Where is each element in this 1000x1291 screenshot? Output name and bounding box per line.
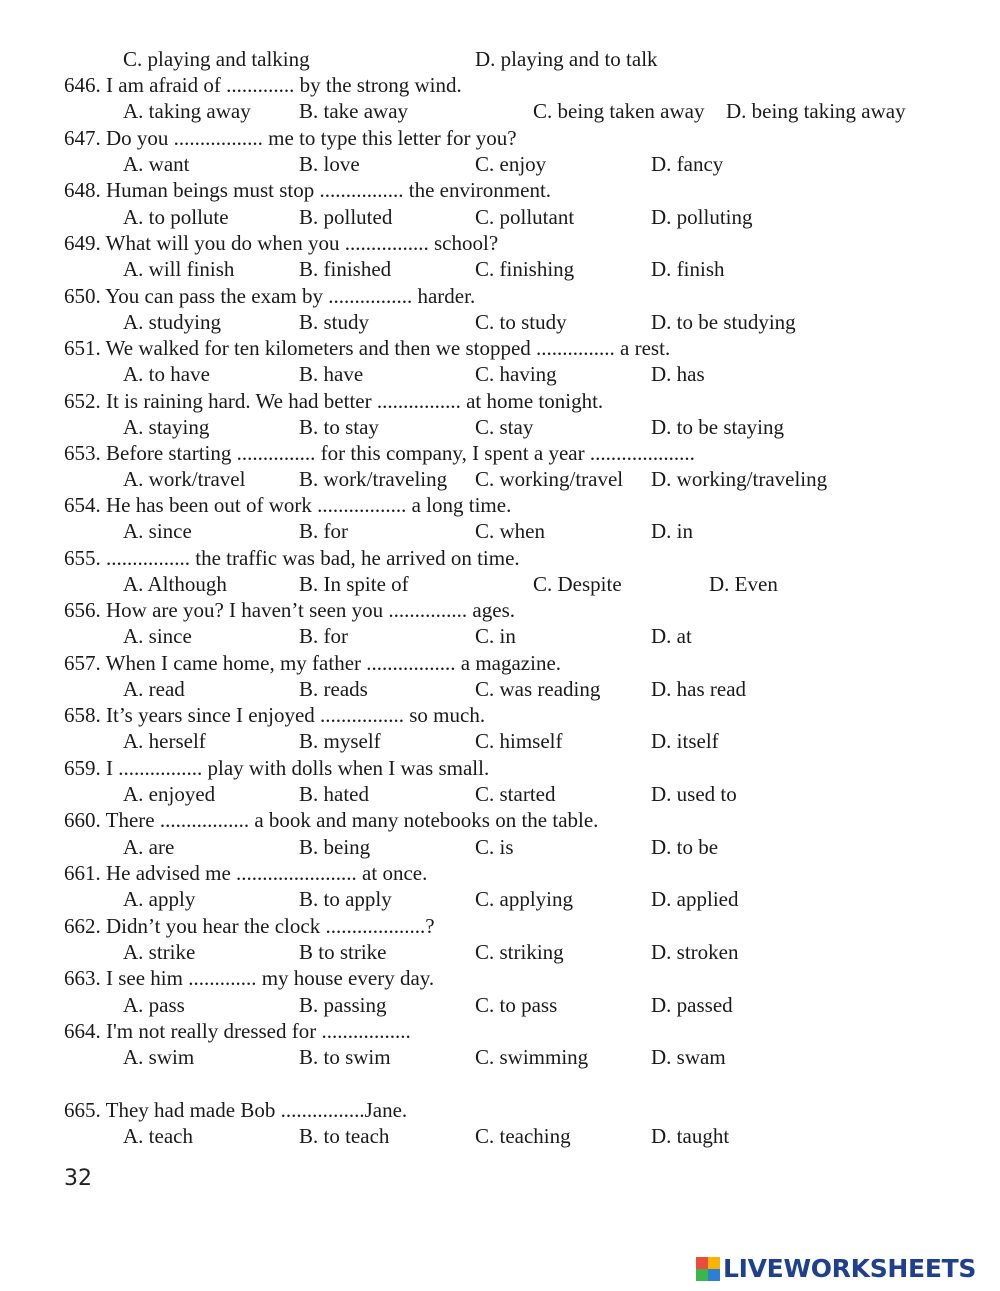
- option-c: C. when: [475, 519, 545, 543]
- option-a: A. are: [123, 835, 175, 859]
- option-a: A. enjoyed: [123, 782, 216, 806]
- question-661: 661. He advised me ....................... at once.: [64, 861, 428, 885]
- question-648: 648. Human beings must stop ................ the environment.: [64, 178, 552, 202]
- option-a: A. to have: [123, 362, 210, 386]
- option-d: D. passed: [651, 993, 733, 1017]
- option-a: A. Although: [123, 572, 227, 596]
- option-d: D. being taking away: [726, 99, 906, 123]
- option-d: D. itself: [651, 729, 719, 753]
- option-d: D. applied: [651, 887, 739, 911]
- question-651: 651. We walked for ten kilometers and then we stopped ............... a rest.: [64, 336, 671, 360]
- option-b: B. reads: [299, 677, 368, 701]
- question-652: 652. It is raining hard. We had better ................ at home tonight.: [64, 389, 604, 413]
- question-649: 649. What will you do when you ................ school?: [64, 231, 499, 255]
- option-c: C. started: [475, 782, 556, 806]
- question-657: 657. When I came home, my father ................. a magazine.: [64, 651, 562, 675]
- option-a: A. studying: [123, 310, 222, 334]
- logo-text: LIVEWORKSHEETS: [723, 1254, 977, 1283]
- option-b: B. to teach: [299, 1124, 390, 1148]
- option-d: D. has: [651, 362, 705, 386]
- logo-mark-square-red: [696, 1257, 708, 1269]
- logo-mark-square-green: [696, 1269, 708, 1281]
- option-a: A. apply: [123, 887, 196, 911]
- option-b: B. to swim: [299, 1045, 391, 1069]
- option-a: A. swim: [123, 1045, 195, 1069]
- option-d: D. polluting: [651, 205, 753, 229]
- logo-mark-square-yellow: [708, 1257, 720, 1269]
- option-a: A. teach: [123, 1124, 193, 1148]
- option-c: C. pollutant: [475, 205, 575, 229]
- option-a: A. will finish: [123, 257, 235, 281]
- page-number: 32: [64, 1166, 92, 1191]
- option-b: B. being: [299, 835, 371, 859]
- option-c: C. enjoy: [475, 152, 547, 176]
- option-c: C. to pass: [475, 993, 558, 1017]
- option-c: C. finishing: [475, 257, 575, 281]
- option-c: C. stay: [475, 415, 534, 439]
- option-c: C. was reading: [475, 677, 601, 701]
- question-650: 650. You can pass the exam by ................ harder.: [64, 284, 476, 308]
- option-a: A. want: [123, 152, 190, 176]
- question-660: 660. There ................. a book and many notebooks on the table.: [64, 808, 599, 832]
- option-b: B. hated: [299, 782, 369, 806]
- question-646: 646. I am afraid of ............. by the strong wind.: [64, 73, 462, 97]
- question-655: 655. ................ the traffic was bad, he arrived on time.: [64, 546, 520, 570]
- option-c: C. teaching: [475, 1124, 571, 1148]
- option-a: A. taking away: [123, 99, 251, 123]
- question-663: 663. I see him ............. my house every day.: [64, 966, 435, 990]
- option-a: A. read: [123, 677, 185, 701]
- option-b: B. myself: [299, 729, 381, 753]
- option-b: B. In spite of: [299, 572, 409, 596]
- question-664: 664. I'm not really dressed for .................: [64, 1019, 411, 1043]
- question-665: 665. They had made Bob ................Jane.: [64, 1098, 408, 1122]
- option-d: D. swam: [651, 1045, 726, 1069]
- option-b: B. finished: [299, 257, 392, 281]
- option-d: D. stroken: [651, 940, 739, 964]
- option-c: C. playing and talking: [123, 47, 310, 71]
- option-d: D. to be: [651, 835, 719, 859]
- question-658: 658. It’s years since I enjoyed ................ so much.: [64, 703, 486, 727]
- option-d: D. to be studying: [651, 310, 796, 334]
- option-a: A. work/travel: [123, 467, 246, 491]
- option-d: D. working/traveling: [651, 467, 828, 491]
- option-a: A. since: [123, 519, 192, 543]
- option-b: B. study: [299, 310, 370, 334]
- liveworksheets-logo[interactable]: [696, 1254, 976, 1284]
- option-c: C. in: [475, 624, 516, 648]
- option-c: C. striking: [475, 940, 564, 964]
- option-c: C. having: [475, 362, 557, 386]
- option-c: C. swimming: [475, 1045, 589, 1069]
- option-a: A. herself: [123, 729, 206, 753]
- option-c: C. working/travel: [475, 467, 624, 491]
- option-b: B. work/traveling: [299, 467, 448, 491]
- option-a: A. since: [123, 624, 192, 648]
- option-d: D. to be staying: [651, 415, 784, 439]
- option-c: C. being taken away: [533, 99, 705, 123]
- option-c: C. himself: [475, 729, 563, 753]
- option-b: B. to stay: [299, 415, 379, 439]
- option-b: B. passing: [299, 993, 387, 1017]
- option-d: D. taught: [651, 1124, 730, 1148]
- question-653: 653. Before starting ............... for this company, I spent a year ....................: [64, 441, 695, 465]
- option-b: B. to apply: [299, 887, 392, 911]
- option-a: A. pass: [123, 993, 185, 1017]
- option-d: D. fancy: [651, 152, 724, 176]
- logo-mark-square-blue: [708, 1269, 720, 1281]
- option-d: D. in: [651, 519, 693, 543]
- option-c: C. is: [475, 835, 514, 859]
- question-654: 654. He has been out of work ................. a long time.: [64, 493, 512, 517]
- question-656: 656. How are you? I haven’t seen you ............... ages.: [64, 598, 515, 622]
- option-b: B to strike: [299, 940, 387, 964]
- option-b: B. love: [299, 152, 360, 176]
- question-659: 659. I ................ play with dolls when I was small.: [64, 756, 490, 780]
- option-a: A. staying: [123, 415, 210, 439]
- logo-mark-icon: [696, 1257, 720, 1281]
- option-d: D. Even: [709, 572, 778, 596]
- option-d: D. has read: [651, 677, 747, 701]
- option-d: D. finish: [651, 257, 725, 281]
- option-d: D. at: [651, 624, 692, 648]
- question-647: 647. Do you ................. me to type this letter for you?: [64, 126, 517, 150]
- option-a: A. to pollute: [123, 205, 229, 229]
- option-d: D. playing and to talk: [475, 47, 658, 71]
- option-b: B. for: [299, 624, 348, 648]
- option-d: D. used to: [651, 782, 737, 806]
- option-c: C. Despite: [533, 572, 622, 596]
- option-b: B. have: [299, 362, 364, 386]
- option-b: B. for: [299, 519, 348, 543]
- option-b: B. take away: [299, 99, 409, 123]
- question-662: 662. Didn’t you hear the clock ...................?: [64, 914, 435, 938]
- option-c: C. to study: [475, 310, 567, 334]
- option-b: B. polluted: [299, 205, 393, 229]
- option-c: C. applying: [475, 887, 573, 911]
- option-a: A. strike: [123, 940, 196, 964]
